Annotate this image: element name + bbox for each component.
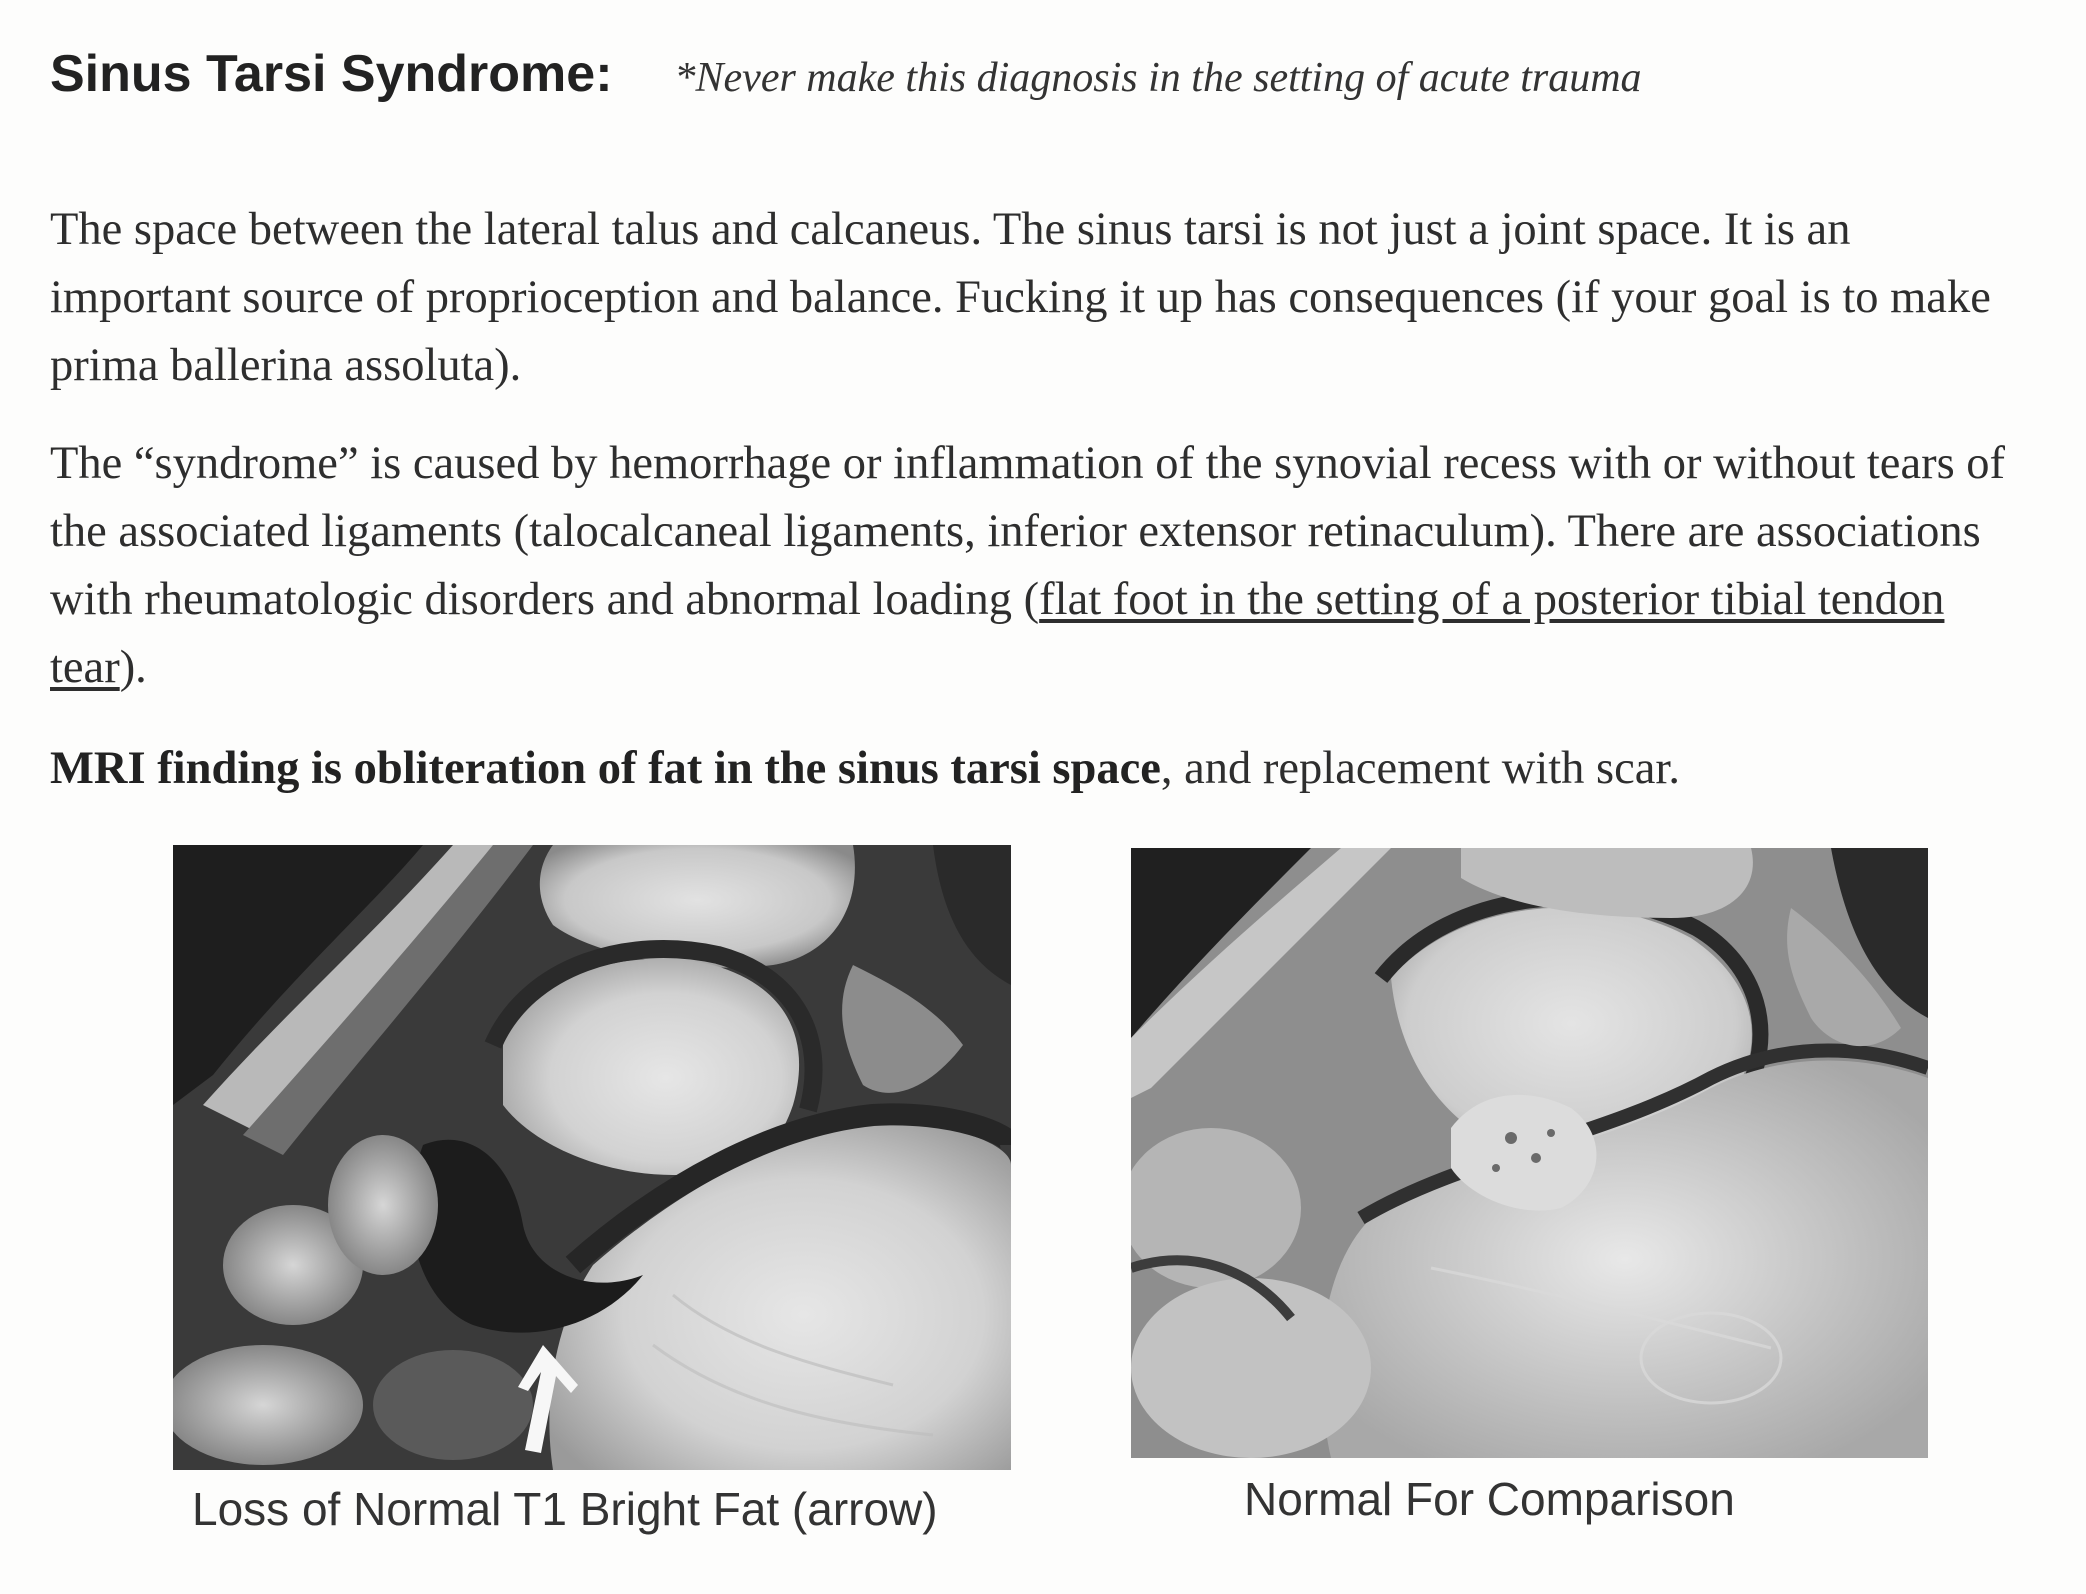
- caption-abnormal: Loss of Normal T1 Bright Fat (arrow): [192, 1483, 938, 1535]
- trauma-warning-note: *Never make this diagnosis in the setting of acute trauma: [674, 55, 1642, 101]
- paragraph-mri-finding: [50, 735, 2040, 803]
- paragraph-cause: [50, 430, 2040, 702]
- caption-normal: Normal For Comparison: [1244, 1473, 1735, 1525]
- mri-finding-bold-text: MRI finding is obliteration of fat in the sinus tarsi space: [50, 743, 1161, 794]
- mri-finding-rest-text: , and replacement with scar.: [1160, 743, 1680, 794]
- paragraph-cause-text: The “syndrome” is caused by hemorrhage or inflammation of the synovial recess with or without tears of the associated ligaments (talocalcaneal ligaments, inferior extensor retinaculum). There are associations with rheumatologic disorders and abnormal loading (: [50, 438, 2006, 625]
- mri-image-normal-drawing: [1131, 848, 1928, 1458]
- mri-image-abnormal: [173, 845, 1011, 1470]
- paragraph-cause-end: ).: [119, 642, 147, 693]
- paragraph-definition: The space between the lateral talus and calcaneus. The sinus tarsi is not just a joint space. It is an important source of proprioception and balance. Fucking it up has consequences (if your goal is to make prima ballerina assoluta).: [50, 204, 1991, 391]
- page-title: Sinus Tarsi Syndrome:: [50, 45, 613, 103]
- flat-foot-underlined-text: flat foot in the setting of a posterior tibial tendon tear: [50, 574, 1945, 693]
- title-row: [50, 44, 2040, 114]
- mri-image-normal: [1131, 848, 1928, 1458]
- mri-image-abnormal-drawing: [173, 845, 1011, 1470]
